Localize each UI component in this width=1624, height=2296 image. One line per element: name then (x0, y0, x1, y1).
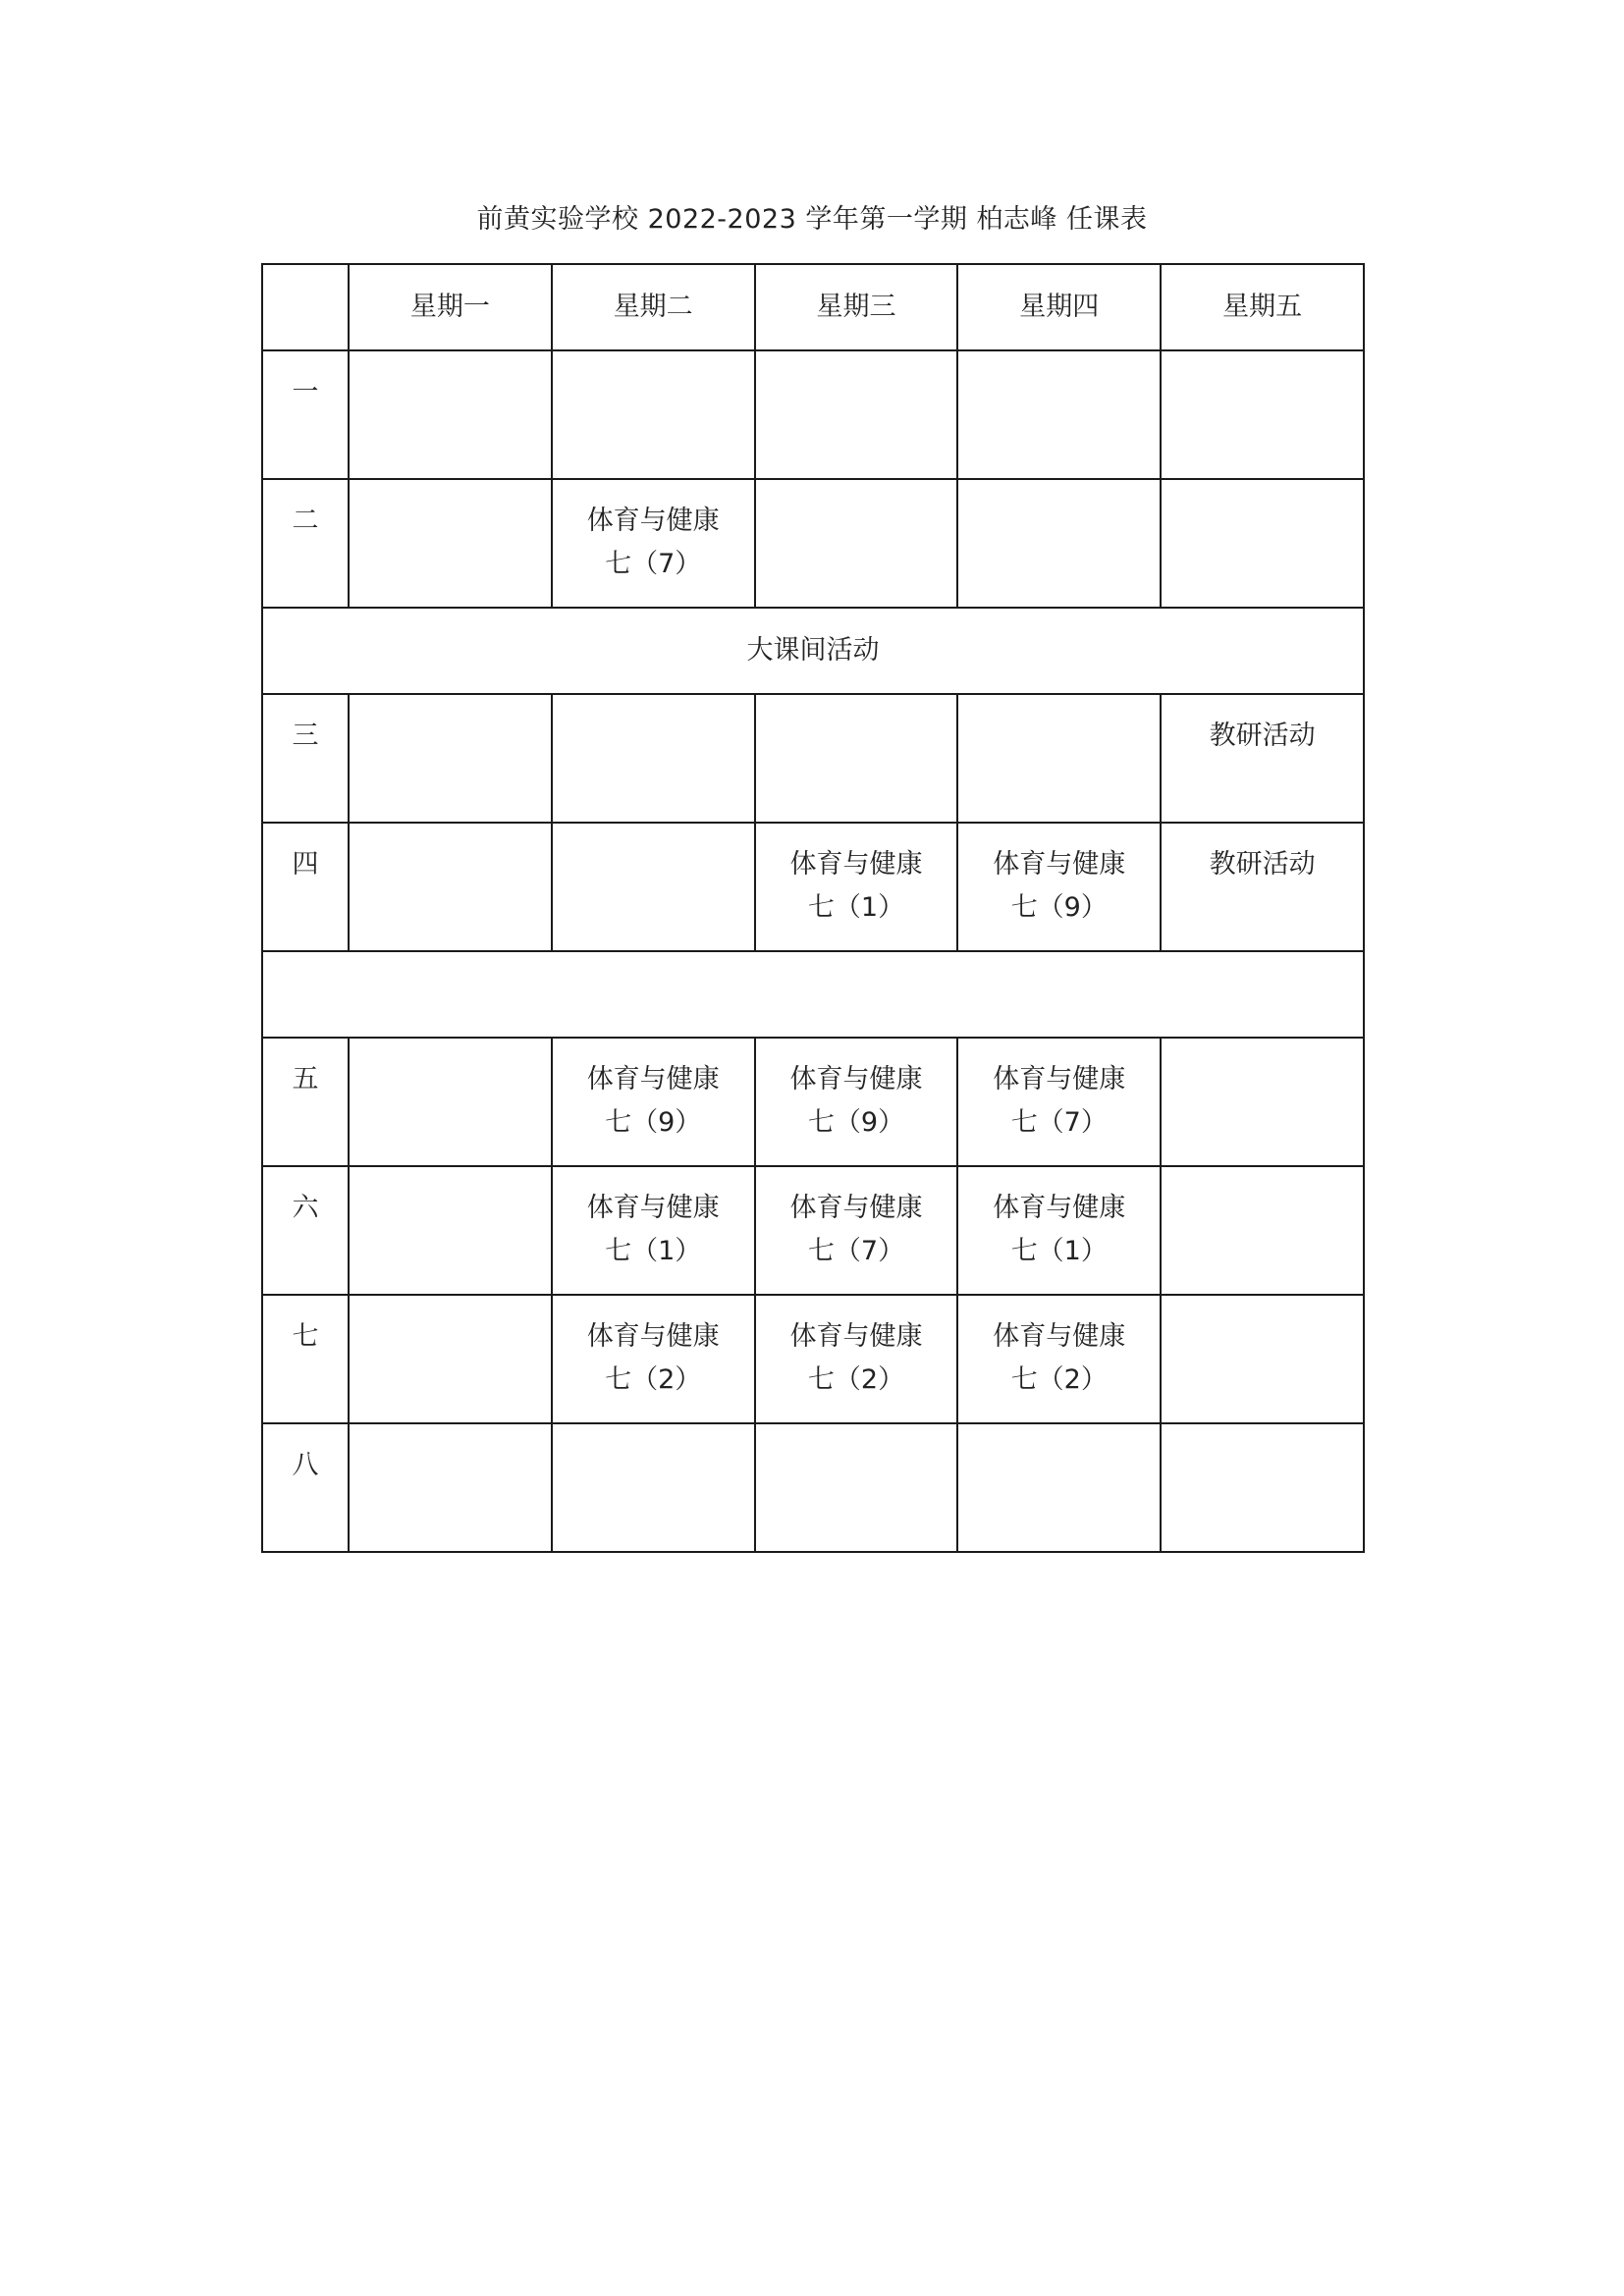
lesson-class: 七（2） (605, 1364, 702, 1395)
lesson-cell (349, 1423, 552, 1552)
lesson-cell (1161, 1295, 1364, 1423)
period-row (262, 350, 1364, 479)
schedule-table (261, 263, 1365, 1553)
lesson-cell (552, 1295, 755, 1423)
lesson-cell (755, 823, 958, 951)
period-row (262, 1038, 1364, 1166)
period-label: 八 (262, 1423, 349, 1552)
lesson-cell (349, 1166, 552, 1295)
lesson-cell (552, 479, 755, 608)
header-cell-friday: 星期五 (1161, 264, 1364, 350)
period-label: 三 (262, 694, 349, 823)
period-label: 二 (262, 479, 349, 608)
lesson-subject: 体育与健康 (586, 1193, 720, 1223)
lesson-cell (349, 350, 552, 479)
lesson-cell (552, 1166, 755, 1295)
lesson-cell (755, 1423, 958, 1552)
lesson-cell (755, 1166, 958, 1295)
lesson-class: 七（9） (605, 1107, 702, 1138)
period-label: 六 (262, 1166, 349, 1295)
lesson-cell (755, 694, 958, 823)
lesson-cell (957, 1423, 1161, 1552)
lesson-subject: 体育与健康 (586, 506, 720, 536)
period-row (262, 1166, 1364, 1295)
lesson-cell (552, 823, 755, 951)
lesson-subject: 体育与健康 (993, 1321, 1126, 1352)
lesson-cell (957, 350, 1161, 479)
header-cell-corner (262, 264, 349, 350)
lesson-cell (957, 479, 1161, 608)
lesson-cell (755, 350, 958, 479)
period-row (262, 1295, 1364, 1423)
period-row (262, 694, 1364, 823)
lesson-subject: 体育与健康 (993, 1193, 1126, 1223)
lesson-class: 七（2） (807, 1364, 905, 1395)
lesson-cell (1161, 350, 1364, 479)
lesson-cell (957, 694, 1161, 823)
lesson-cell (349, 1038, 552, 1166)
lesson-cell (349, 823, 552, 951)
period-label: 五 (262, 1038, 349, 1166)
lesson-class: 七（1） (1010, 1236, 1108, 1266)
lesson-subject: 体育与健康 (586, 1064, 720, 1095)
lesson-cell (755, 479, 958, 608)
lesson-cell (957, 823, 1161, 951)
period-label: 七 (262, 1295, 349, 1423)
lesson-class: 七（2） (1010, 1364, 1108, 1395)
header-cell-tuesday: 星期二 (552, 264, 755, 350)
break-cell: 大课间活动 (262, 608, 1364, 694)
lesson-cell (349, 694, 552, 823)
break-cell (262, 951, 1364, 1038)
lesson-cell (957, 1038, 1161, 1166)
header-cell-thursday: 星期四 (957, 264, 1161, 350)
lesson-class: 七（9） (1010, 892, 1108, 923)
lesson-subject: 教研活动 (1209, 849, 1316, 880)
lesson-cell (1161, 479, 1364, 608)
lesson-cell (349, 479, 552, 608)
lesson-subject: 体育与健康 (993, 1064, 1126, 1095)
lesson-cell (957, 1166, 1161, 1295)
lesson-class: 七（7） (1010, 1107, 1108, 1138)
lesson-cell (1161, 1423, 1364, 1552)
period-row (262, 823, 1364, 951)
period-label: 四 (262, 823, 349, 951)
lesson-subject: 体育与健康 (789, 849, 923, 880)
lesson-class: 七（1） (605, 1236, 702, 1266)
lesson-subject: 体育与健康 (789, 1321, 923, 1352)
lesson-cell (552, 350, 755, 479)
schedule-body (262, 264, 1364, 1552)
lesson-subject: 教研活动 (1209, 721, 1316, 751)
lesson-subject: 体育与健康 (993, 849, 1126, 880)
lesson-cell (552, 694, 755, 823)
header-cell-monday: 星期一 (349, 264, 552, 350)
document-title: 前黄实验学校 2022-2023 学年第一学期 柏志峰 任课表 (476, 204, 1148, 235)
lesson-cell (1161, 823, 1364, 951)
lesson-cell (1161, 694, 1364, 823)
period-label: 一 (262, 350, 349, 479)
break-row (262, 951, 1364, 1038)
lesson-cell (349, 1295, 552, 1423)
period-row (262, 479, 1364, 608)
period-row (262, 1423, 1364, 1552)
header-cell-wednesday: 星期三 (755, 264, 958, 350)
lesson-cell (552, 1423, 755, 1552)
lesson-subject: 体育与健康 (789, 1193, 923, 1223)
lesson-subject: 体育与健康 (586, 1321, 720, 1352)
lesson-cell (1161, 1166, 1364, 1295)
lesson-subject: 体育与健康 (789, 1064, 923, 1095)
lesson-class: 七（7） (807, 1236, 905, 1266)
header-row (262, 264, 1364, 350)
lesson-cell (957, 1295, 1161, 1423)
lesson-cell (755, 1038, 958, 1166)
lesson-class: 七（7） (605, 549, 702, 579)
lesson-class: 七（1） (807, 892, 905, 923)
lesson-cell (552, 1038, 755, 1166)
lesson-cell (755, 1295, 958, 1423)
lesson-cell (1161, 1038, 1364, 1166)
break-row (262, 608, 1364, 694)
lesson-class: 七（9） (807, 1107, 905, 1138)
